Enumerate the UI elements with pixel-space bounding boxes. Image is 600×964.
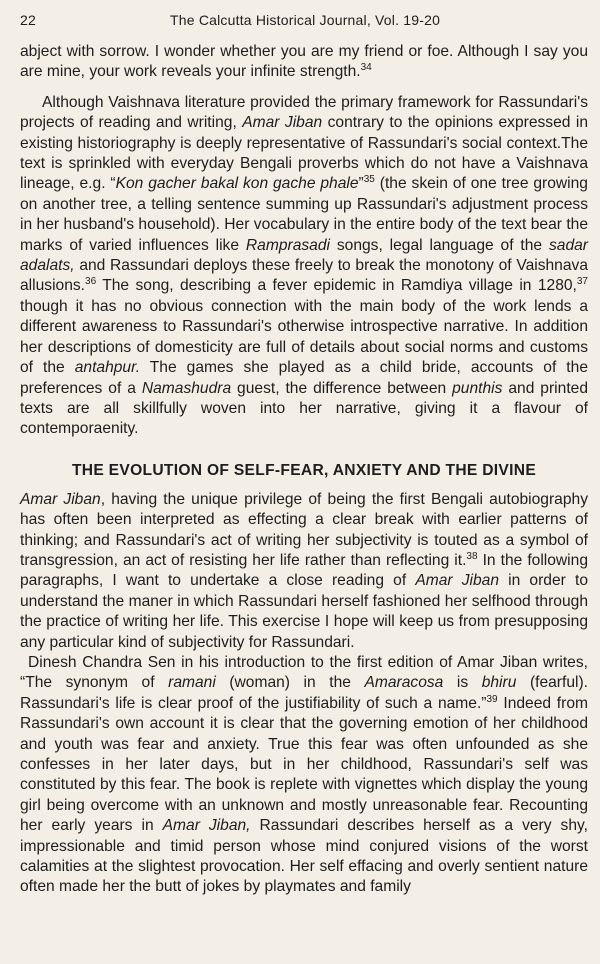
italic-term: punthis <box>452 379 503 397</box>
text-span: and printed texts are all skillfully woven into her narrative, giving it a flavour of contemporaenity. <box>20 379 588 438</box>
italic-term: Namashudra <box>141 379 232 397</box>
paragraph-vaishnava <box>20 93 588 440</box>
italic-term: Kon gacher bakal kon gache phale <box>115 175 359 193</box>
text-span: Although Vaishnava literature provided the primary framework for Rassundari's projects of reading and writing, <box>20 93 588 132</box>
paragraph-quote-end <box>20 42 588 83</box>
text-span: songs, legal language of the <box>329 236 549 254</box>
footnote-ref: 36 <box>85 276 97 288</box>
italic-term: Amaracosa <box>364 674 444 692</box>
footnote-ref: 35 <box>363 174 375 186</box>
footnote-ref: 37 <box>576 276 588 288</box>
paragraph-amar-jiban <box>20 490 588 653</box>
text-span: ” <box>358 175 364 193</box>
page-header <box>20 12 588 32</box>
footnote-ref: 34 <box>360 62 372 74</box>
text-span: In the following paragraphs, I want to undertake a close reading of <box>20 551 588 590</box>
text-span: Dinesh Chandra Sen in his introduction to the first edition of Amar Jiban writes, “The synonym of <box>20 653 588 692</box>
footnote-ref: 39 <box>486 693 498 705</box>
text-span: guest, the difference between <box>231 379 453 397</box>
page-number: 22 <box>20 12 36 28</box>
footnote-ref: 38 <box>466 550 478 562</box>
text-span: in order to understand the maner in which Rassundari herself fashioned her selfhood through the practice of writing her life. This exercise I hope will keep us from presupposing any particular kind of subjectivity for Rassundari. <box>20 572 588 651</box>
text-span: is <box>443 674 482 692</box>
section-heading: THE EVOLUTION OF SELF-FEAR, ANXIETY AND THE DIVINE <box>71 461 537 479</box>
italic-term: Amar Jiban <box>242 114 323 132</box>
text-span: Indeed from Rassundari's own account it is clear that the governing emotion of her childhood and youth was fear and anxiety. True this fear was often unfounded as she confesses in her later days, but in her childhood, Rassundari's self was constituted by this fear. The book is replete with vignettes which display the young girl being overcome with an unknown and mostly unreasonable fear. Recounting her early years in <box>20 694 588 835</box>
text-span: The song, describing a fever epidemic in Ramdiya village in 1280, <box>96 277 577 295</box>
text-span: The games she played as a child bride, accounts of the preferences of a <box>20 359 588 397</box>
running-head: The Calcutta Historical Journal, Vol. 19-20 <box>170 12 441 28</box>
paragraph-dinesh-sen <box>20 653 588 898</box>
italic-term: sadar adalats, <box>20 236 588 275</box>
text-span: abject with sorrow. I wonder whether you are my friend or foe. Although I say you are mine, your work reveals your infinite strength. <box>20 43 588 81</box>
text-span: (the skein of one tree growing on another tree, a telling sentence summing up Rassundari's adjustment process in her husband's household). Her vocabulary in the entire body of the text bear the marks of varied influences like <box>20 175 588 254</box>
italic-term: bhiru <box>481 674 517 692</box>
text-span: and Rassundari deploys these freely to break the monotony of Vaishnava allusions. <box>20 257 588 295</box>
italic-term: Amar Jiban, <box>162 817 251 835</box>
text-span: Rassundari describes herself as a very shy, impressionable and timid person whose mind conjured visions of the worst calamities at the slightest provocation. Her self effacing and overly sentient nature often made her the butt of jokes by playmates and family <box>20 817 588 896</box>
italic-term: antahpur. <box>74 359 141 377</box>
text-span: though it has no obvious connection with the main body of the work lends a different awareness to Rassundari's otherwise introspective narrative. In addition her descriptions of domesticity are full of details about social norms and customs of the <box>20 297 588 377</box>
text-span: (woman) in the <box>215 674 365 692</box>
italic-term: Ramprasadi <box>245 236 330 254</box>
text-span: , having the unique privilege of being the first Bengali autobiography has often been interpreted as effecting a clear break with earlier patterns of thinking; and Rassundari's act of writing her subjectivity is touted as a symbol of transgression, an act of resisting her life rather than reflecting it. <box>20 490 588 569</box>
text-span: contrary to the opinions expressed in existing historiography is deeply representative of Rassundari's social context.The text is sprinkled with everyday Bengali proverbs which do not have a Vaishnava lineage, e.g. “ <box>20 114 588 193</box>
italic-term: ramani <box>168 674 216 692</box>
italic-term: Amar Jiban <box>20 490 101 508</box>
italic-term: Amar Jiban <box>415 572 499 590</box>
text-span: (fearful). Rassundari's life is clear proof of the justifiability of such a name.” <box>20 674 588 712</box>
